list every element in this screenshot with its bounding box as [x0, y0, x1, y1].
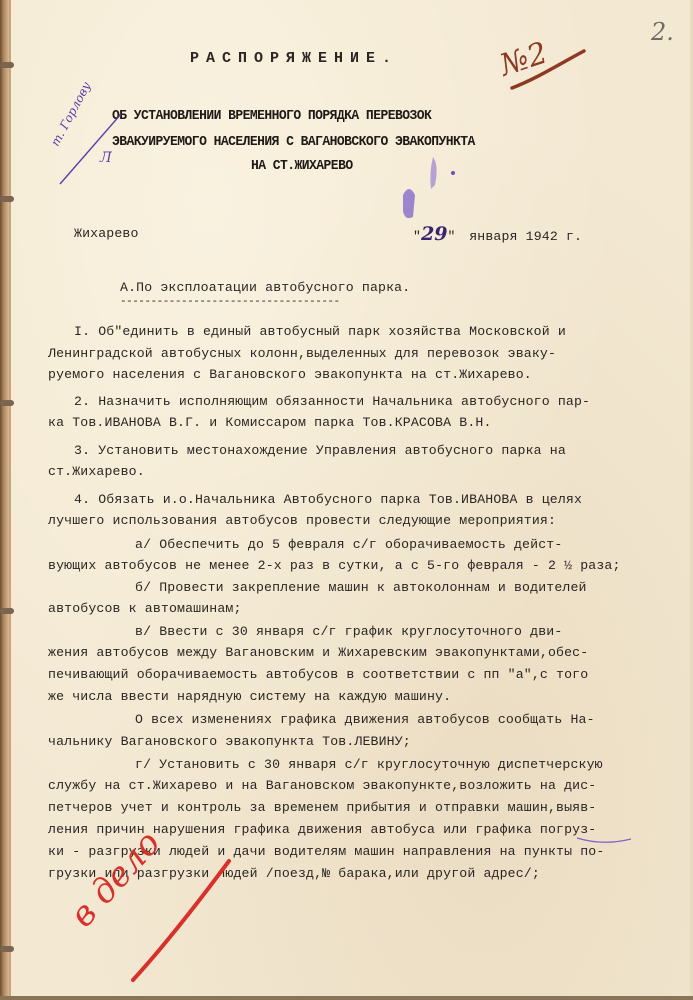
stamp-ink-smudge	[395, 155, 465, 225]
item-1-line-3: руемого населения с Вагановского эвакопункта на ст.Жихарево.	[48, 367, 532, 382]
section-heading: А.По эксплоатации автобусного парка.	[120, 280, 411, 295]
section-heading-underline: ------------------------------------	[120, 296, 340, 308]
item-4v-line-1: в/ Ввести с 30 января с/г график круглосуточного дви-	[135, 624, 563, 639]
date-close-quote: "	[447, 229, 456, 244]
item-4g-line-4: ления причин нарушения графика движения автобуса или графика погруз-	[48, 822, 597, 837]
page-number: 2.	[651, 18, 674, 46]
margin-note-stroke	[55, 108, 125, 188]
item-4v-note-line-1: О всех изменениях графика движения автобусов сообщать На-	[135, 712, 595, 727]
margin-note-initial: Л	[100, 150, 112, 166]
item-1-line-2: Ленинградской автобусных колонн,выделенных для перевозок эваку-	[48, 346, 557, 361]
document-number: №2	[495, 35, 552, 84]
item-4-line-1: 4. Обязать и.о.Начальника Автобусного парка Тов.ИВАНОВА в целях	[74, 492, 583, 507]
item-4v-line-3: печивающий оборачиваемость автобусов в соответствии с пп "а",с того	[48, 667, 589, 682]
document-place: Жихарево	[74, 226, 139, 241]
item-4b-line-1: б/ Провести закрепление машин к автоколоннам и водителей	[135, 580, 587, 595]
violet-underline-mark	[575, 836, 635, 846]
item-3-line-1: 3. Установить местонахождение Управления автобусного парка на	[74, 443, 566, 458]
document-subtitle-line-1: ОБ УСТАНОВЛЕНИИ ВРЕМЕННОГО ПОРЯДКА ПЕРЕВОЗОК	[112, 108, 432, 124]
archive-note-stroke	[125, 855, 235, 985]
binding-thread	[0, 608, 14, 614]
archive-note-to-file: в дело	[62, 823, 169, 935]
binding-edge	[0, 0, 9, 1000]
page-bottom-edge	[0, 996, 693, 1000]
date-month-year: января 1942 г.	[469, 229, 583, 244]
item-4g-line-2: службу на ст.Жихарево и на Вагановском эвакопункте,возложить на дис-	[48, 778, 597, 793]
document-number-underline	[508, 48, 588, 94]
item-2-line-1: 2. Назначить исполняющим обязанности Начальника автобусного пар-	[74, 394, 591, 409]
item-4-line-2: лучшего использования автобусов провести следующие мероприятия:	[48, 513, 557, 528]
item-4v-line-4: же числа ввести нарядную систему на каждую машину.	[48, 689, 452, 704]
binding-thread	[0, 196, 14, 202]
item-4v-note-line-2: чальнику Вагановского эвакопункта Тов.ЛЕВИНУ;	[48, 734, 411, 749]
item-4g-line-6: грузки или разгрузки людей /поезд,№ барака,или другой адрес/;	[48, 866, 540, 881]
item-4v-line-2: жения автобусов между Вагановским и Жихаревским эвакопунктами,обес-	[48, 645, 589, 660]
item-1-line-1: I. Об"единить в единый автобусный парк хозяйства Московской и	[74, 324, 566, 339]
date-day-handwritten: 29	[421, 223, 448, 245]
item-4b-line-2: автобусов к автомашинам;	[48, 601, 242, 616]
binding-thread	[0, 946, 14, 952]
binding-thread	[0, 400, 14, 406]
document-subtitle-line-2: ЭВАКУИРУЕМОГО НАСЕЛЕНИЯ С ВАГАНОВСКОГО ЭВАКОПУНКТА	[112, 134, 475, 150]
binding-thread	[0, 62, 14, 68]
item-4g-line-5: ки - разгрузки людей и дачи водителям машин направления на пункты по-	[48, 844, 605, 859]
item-4a-line-1: а/ Обеспечить до 5 февраля с/г оборачиваемость дейст-	[135, 537, 563, 552]
binding-fold	[9, 0, 11, 1000]
document-title: РАСПОРЯЖЕНИЕ.	[190, 50, 399, 67]
margin-note-resolution: т. Горлову	[48, 79, 94, 149]
document-subtitle-line-3: НА СТ.ЖИХАРЕВО	[251, 158, 353, 174]
item-2-line-2: ка Тов.ИВАНОВА В.Г. и Комиссаром парка Тов.КРАСОВА В.Н.	[48, 415, 492, 430]
date-open-quote: "	[413, 229, 422, 244]
document-date	[413, 223, 582, 245]
item-4a-line-2: вующих автобусов не менее 2-х раз в сутки, а с 5-го февраля - 2 ½ раза;	[48, 558, 621, 573]
item-4g-line-3: петчеров учет и контроль за временем прибытия и отправки машин,выяв-	[48, 800, 597, 815]
item-4g-line-1: г/ Установить с 30 января с/г круглосуточную диспетчерскую	[135, 757, 603, 772]
item-3-line-2: ст.Жихарево.	[48, 464, 145, 479]
